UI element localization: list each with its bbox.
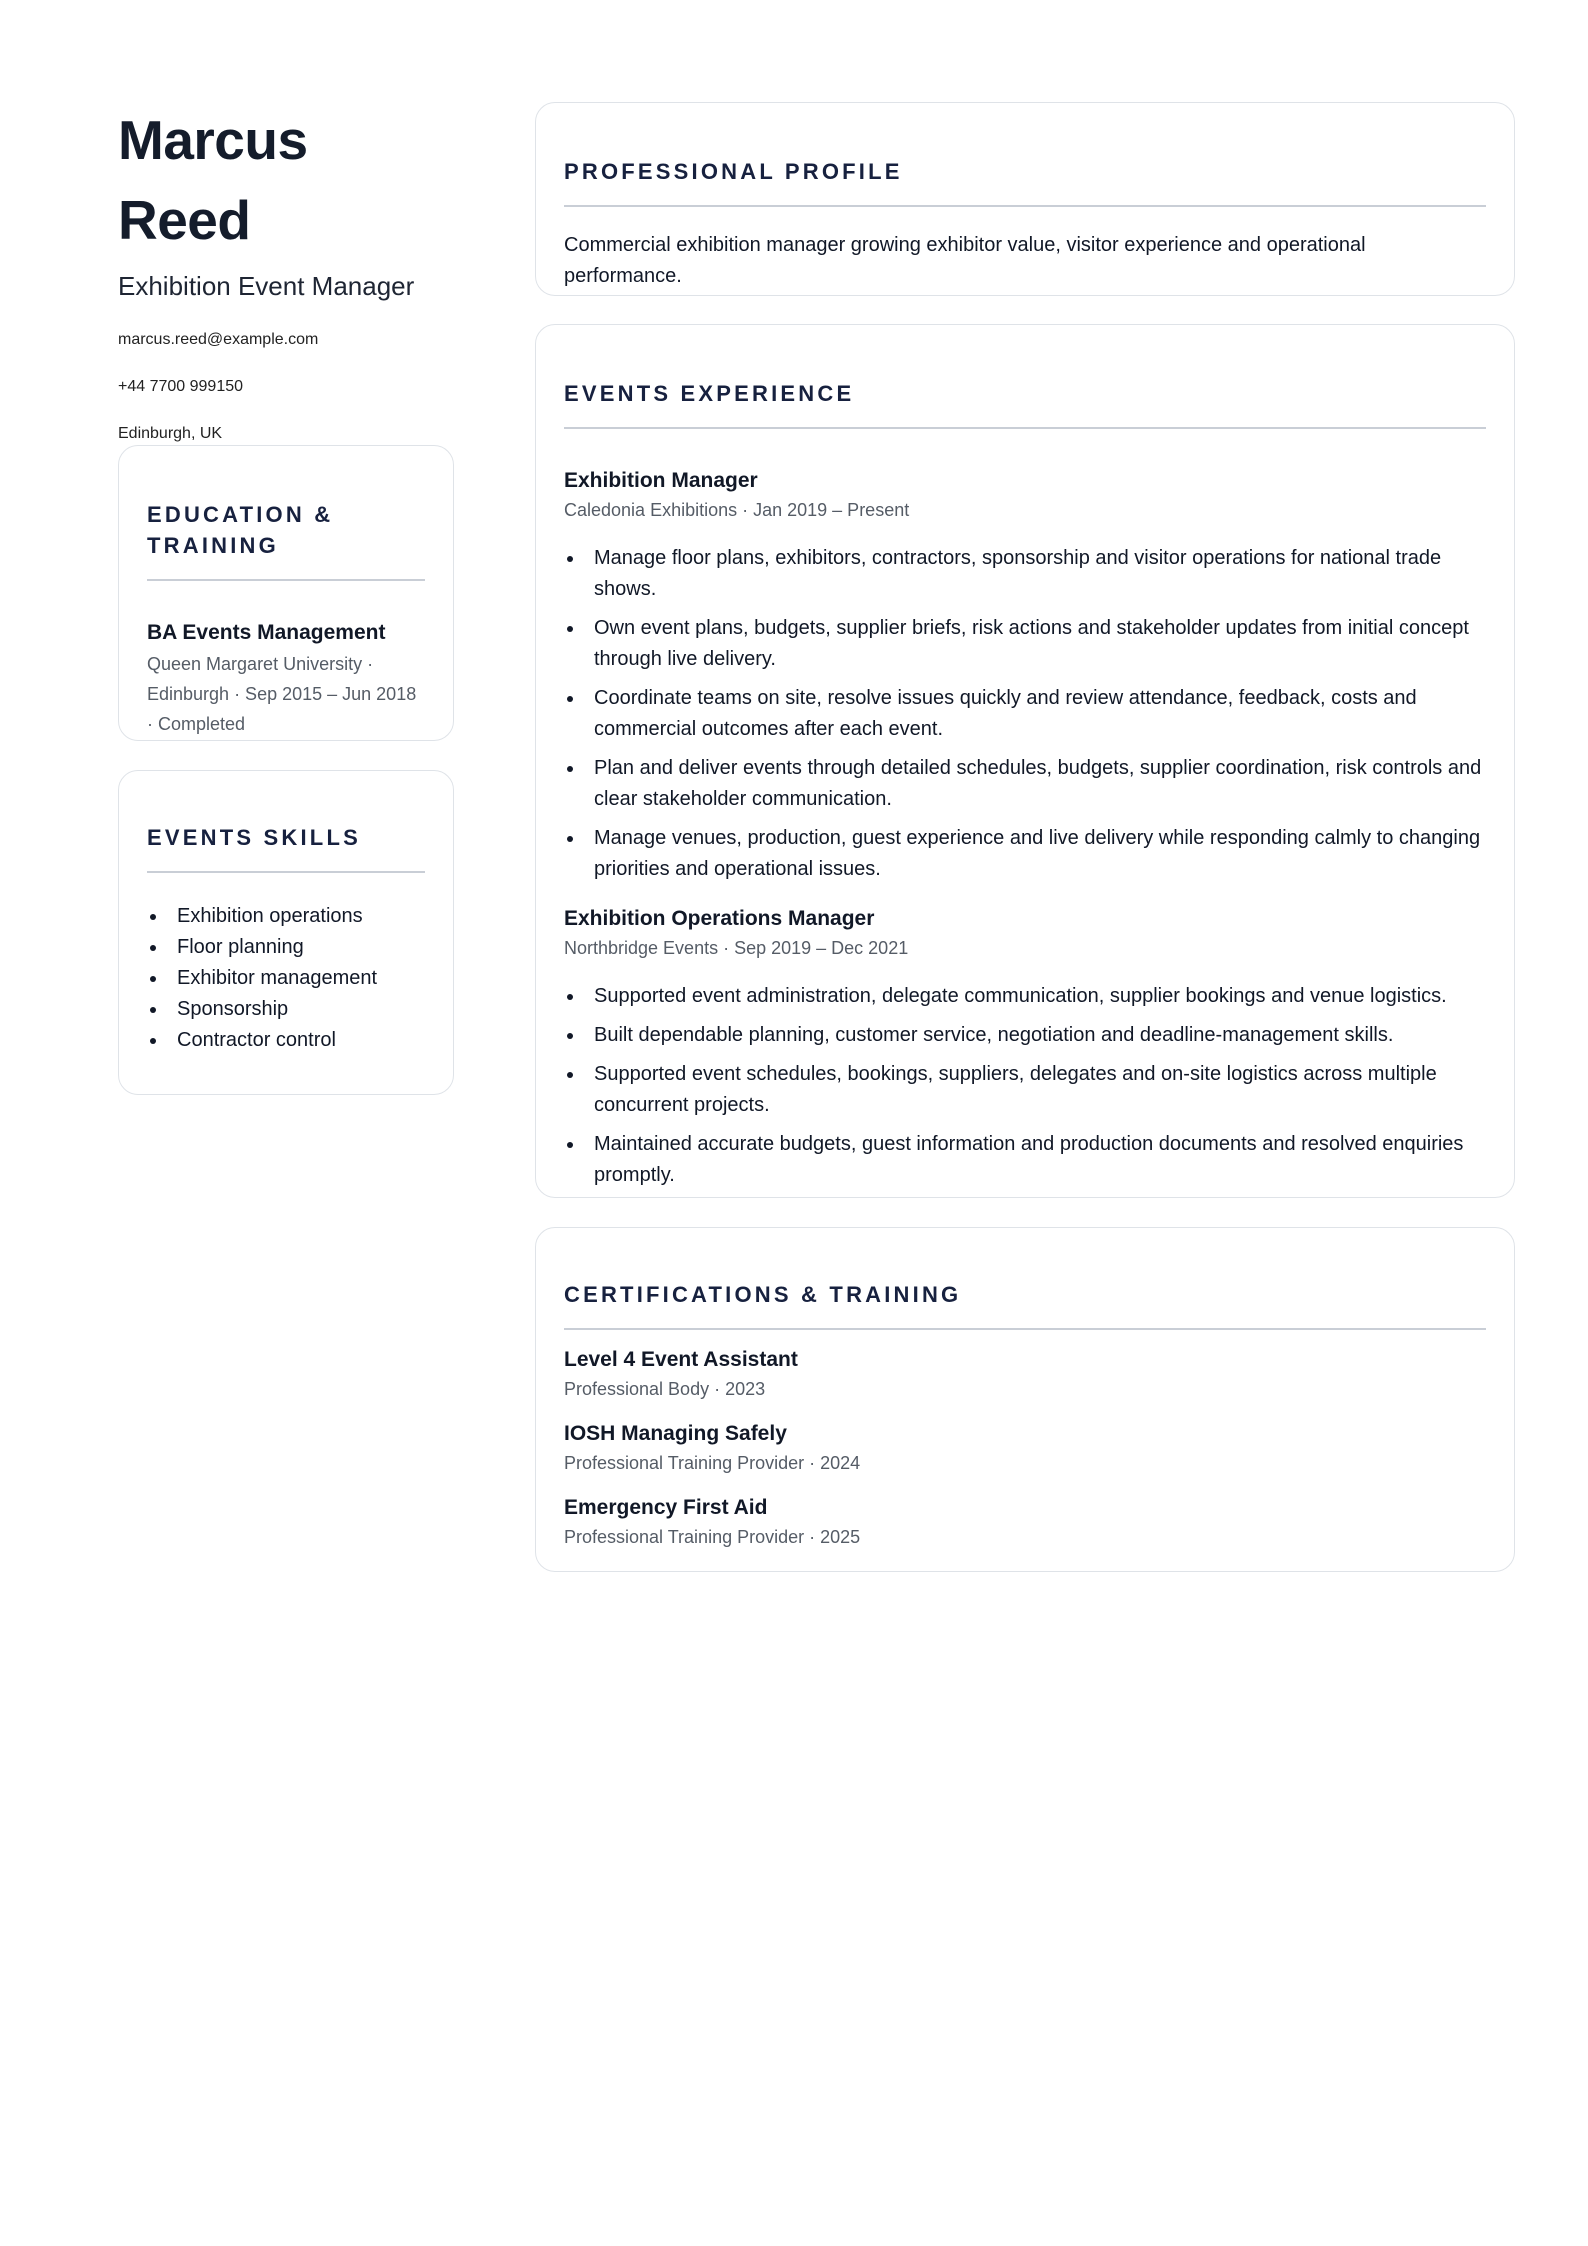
section-heading-skills: EVENTS SKILLS xyxy=(147,825,361,850)
experience-card xyxy=(535,324,1515,1198)
list-item: Maintained accurate budgets, guest information and production documents and resolved enquiries promptly. xyxy=(564,1129,1486,1191)
certification-entry xyxy=(564,1420,1486,1478)
certification-meta: Professional Training Provider · 2025 xyxy=(564,1526,861,1547)
list-item: Sponsorship xyxy=(147,994,425,1025)
section-divider xyxy=(564,427,1486,429)
certification-title: Level 4 Event Assistant xyxy=(564,1347,798,1371)
list-item: Supported event schedules, bookings, suppliers, delegates and on-site logistics across multiple concurrent projects. xyxy=(564,1059,1486,1121)
list-item: Manage venues, production, guest experience and live delivery while responding calmly to changing priorities and operational issues. xyxy=(564,823,1486,885)
section-divider xyxy=(564,205,1486,207)
list-item: Exhibition operations xyxy=(147,901,425,932)
degree-title: BA Events Management xyxy=(147,620,386,644)
degree-meta-line: · Completed xyxy=(147,713,246,734)
job-bullets xyxy=(564,543,1486,885)
section-divider xyxy=(564,1328,1486,1330)
list-item: Floor planning xyxy=(147,932,425,963)
section-divider xyxy=(147,579,425,581)
candidate-name: Marcus Reed xyxy=(118,109,308,251)
degree-meta-line: Queen Margaret University · xyxy=(147,653,374,674)
list-item: Contractor control xyxy=(147,1025,425,1056)
profile-summary: Commercial exhibition manager growing exhibitor value, visitor experience and operational performance. xyxy=(564,233,1366,287)
section-heading-certifications: CERTIFICATIONS & TRAINING xyxy=(564,1282,962,1307)
degree-meta xyxy=(147,649,425,739)
list-item: Own event plans, budgets, supplier briefs, risk actions and stakeholder updates from initial concept through live delivery. xyxy=(564,613,1486,675)
contact-info xyxy=(118,316,454,457)
certification-meta: Professional Training Provider · 2024 xyxy=(564,1452,861,1473)
section-divider xyxy=(147,871,425,873)
job-entry xyxy=(564,905,1486,1191)
certification-meta: Professional Body · 2023 xyxy=(564,1378,766,1399)
job-title: Exhibition Operations Manager xyxy=(564,906,875,930)
list-item: Coordinate teams on site, resolve issues quickly and review attendance, feedback, costs and commercial outcomes after each event. xyxy=(564,683,1486,745)
list-item: Plan and deliver events through detailed schedules, budgets, supplier coordination, risk controls and clear stakeholder communication. xyxy=(564,753,1486,815)
job-title: Exhibition Manager xyxy=(564,468,758,492)
certification-title: IOSH Managing Safely xyxy=(564,1421,787,1445)
section-heading-profile: PROFESSIONAL PROFILE xyxy=(564,159,903,184)
sidebar xyxy=(118,100,454,457)
education-card xyxy=(118,445,454,741)
list-item: Built dependable planning, customer service, negotiation and deadline-management skills. xyxy=(564,1020,1486,1051)
contact-location: Edinburgh, UK xyxy=(118,425,223,442)
certification-entry xyxy=(564,1346,1486,1404)
profile-card xyxy=(535,102,1515,296)
job-meta: Northbridge Events · Sep 2019 – Dec 2021 xyxy=(564,937,909,958)
skills-card xyxy=(118,770,454,1095)
certification-entry xyxy=(564,1494,1486,1552)
section-heading-experience: EVENTS EXPERIENCE xyxy=(564,381,855,406)
contact-email[interactable]: marcus.reed@example.com xyxy=(118,331,319,348)
list-item: Manage floor plans, exhibitors, contractors, sponsorship and visitor operations for national trade shows. xyxy=(564,543,1486,605)
contact-phone[interactable]: +44 7700 999150 xyxy=(118,378,244,395)
job-meta: Caledonia Exhibitions · Jan 2019 – Present xyxy=(564,499,910,520)
candidate-role: Exhibition Event Manager xyxy=(118,271,415,301)
degree-meta-line: Edinburgh · Sep 2015 – Jun 2018 xyxy=(147,683,417,704)
certification-title: Emergency First Aid xyxy=(564,1495,768,1519)
section-heading-education: EDUCATION & TRAINING xyxy=(147,502,334,558)
job-entry xyxy=(564,467,1486,885)
job-bullets xyxy=(564,981,1486,1191)
list-item: Exhibitor management xyxy=(147,963,425,994)
skills-list xyxy=(147,901,425,1056)
list-item: Supported event administration, delegate communication, supplier bookings and venue logistics. xyxy=(564,981,1486,1012)
certifications-card xyxy=(535,1227,1515,1572)
